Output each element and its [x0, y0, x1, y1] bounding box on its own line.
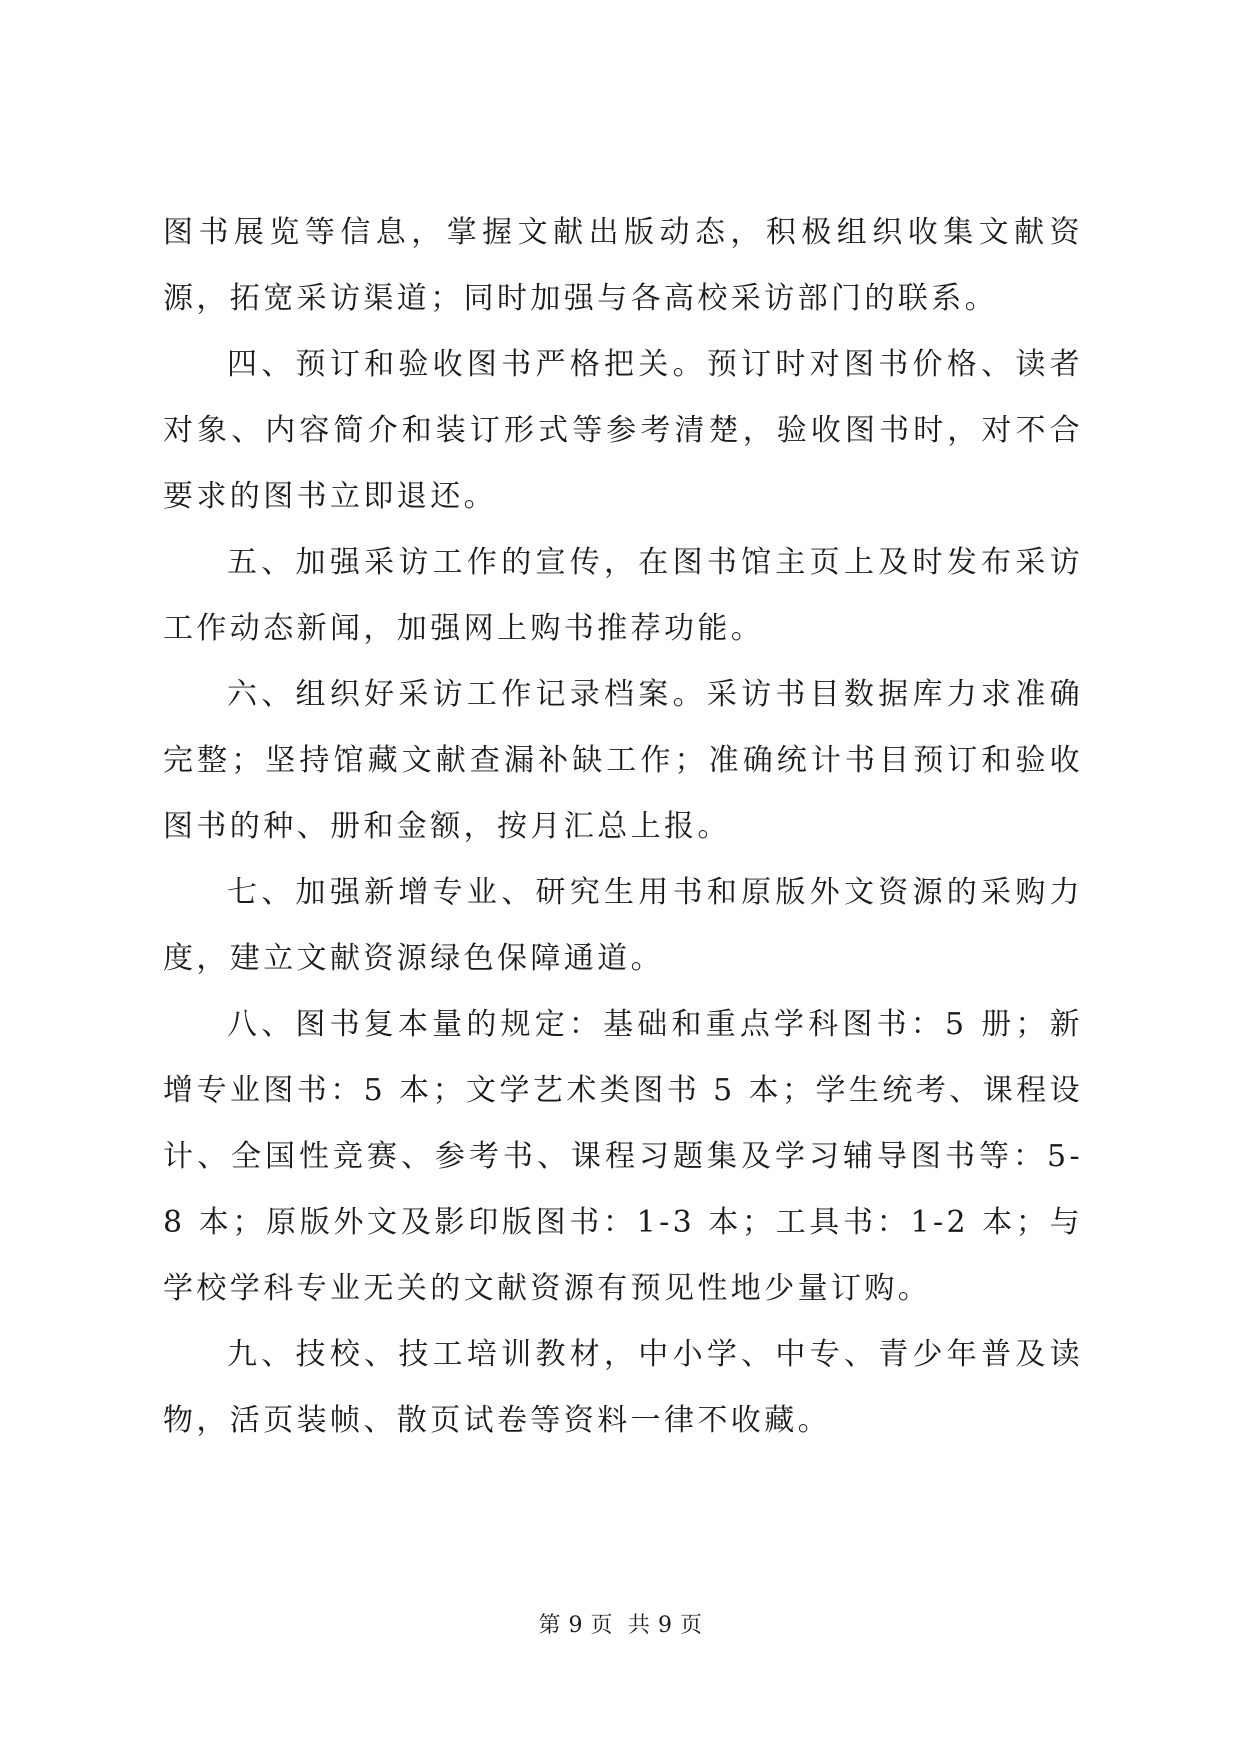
- paragraph-item-4: 四、预订和验收图书严格把关。预订时对图书价格、读者对象、内容简介和装订形式等参考清楚，验收图书时，对不合要求的图书立即退还。: [163, 347, 1083, 514]
- page-footer: 第 9 页 共 9 页: [538, 1613, 703, 1638]
- paragraph-item-8: 八、图书复本量的规定：基础和重点学科图书：5 册；新增专业图书：5 本；文学艺术类图书 5 本；学生统考、课程设计、全国性竞赛、参考书、课程习题集及学习辅导图书等：5-8 本；原版外文及影印版图书：1-3 本；工具书：1-2 本；与学校学科专业无关的文献资源有预见性地少量订购。: [163, 1007, 1084, 1306]
- document-body: [163, 200, 1083, 1454]
- paragraph-item-9: 九、技校、技工培训教材，中小学、中专、青少年普及读物，活页装帧、散页试卷等资料一律不收藏。: [163, 1337, 1083, 1438]
- paragraph-item-5: 五、加强采访工作的宣传，在图书馆主页上及时发布采访工作动态新闻，加强网上购书推荐功能。: [163, 545, 1083, 646]
- paragraph-item-6: 六、组织好采访工作记录档案。采访书目数据库力求准确完整；坚持馆藏文献查漏补缺工作；准确统计书目预订和验收图书的种、册和金额，按月汇总上报。: [163, 677, 1083, 844]
- paragraph-continued: 图书展览等信息，掌握文献出版动态，积极组织收集文献资源，拓宽采访渠道；同时加强与各高校采访部门的联系。: [163, 215, 1083, 316]
- paragraph-item-7: 七、加强新增专业、研究生用书和原版外文资源的采购力度，建立文献资源绿色保障通道。: [163, 875, 1083, 976]
